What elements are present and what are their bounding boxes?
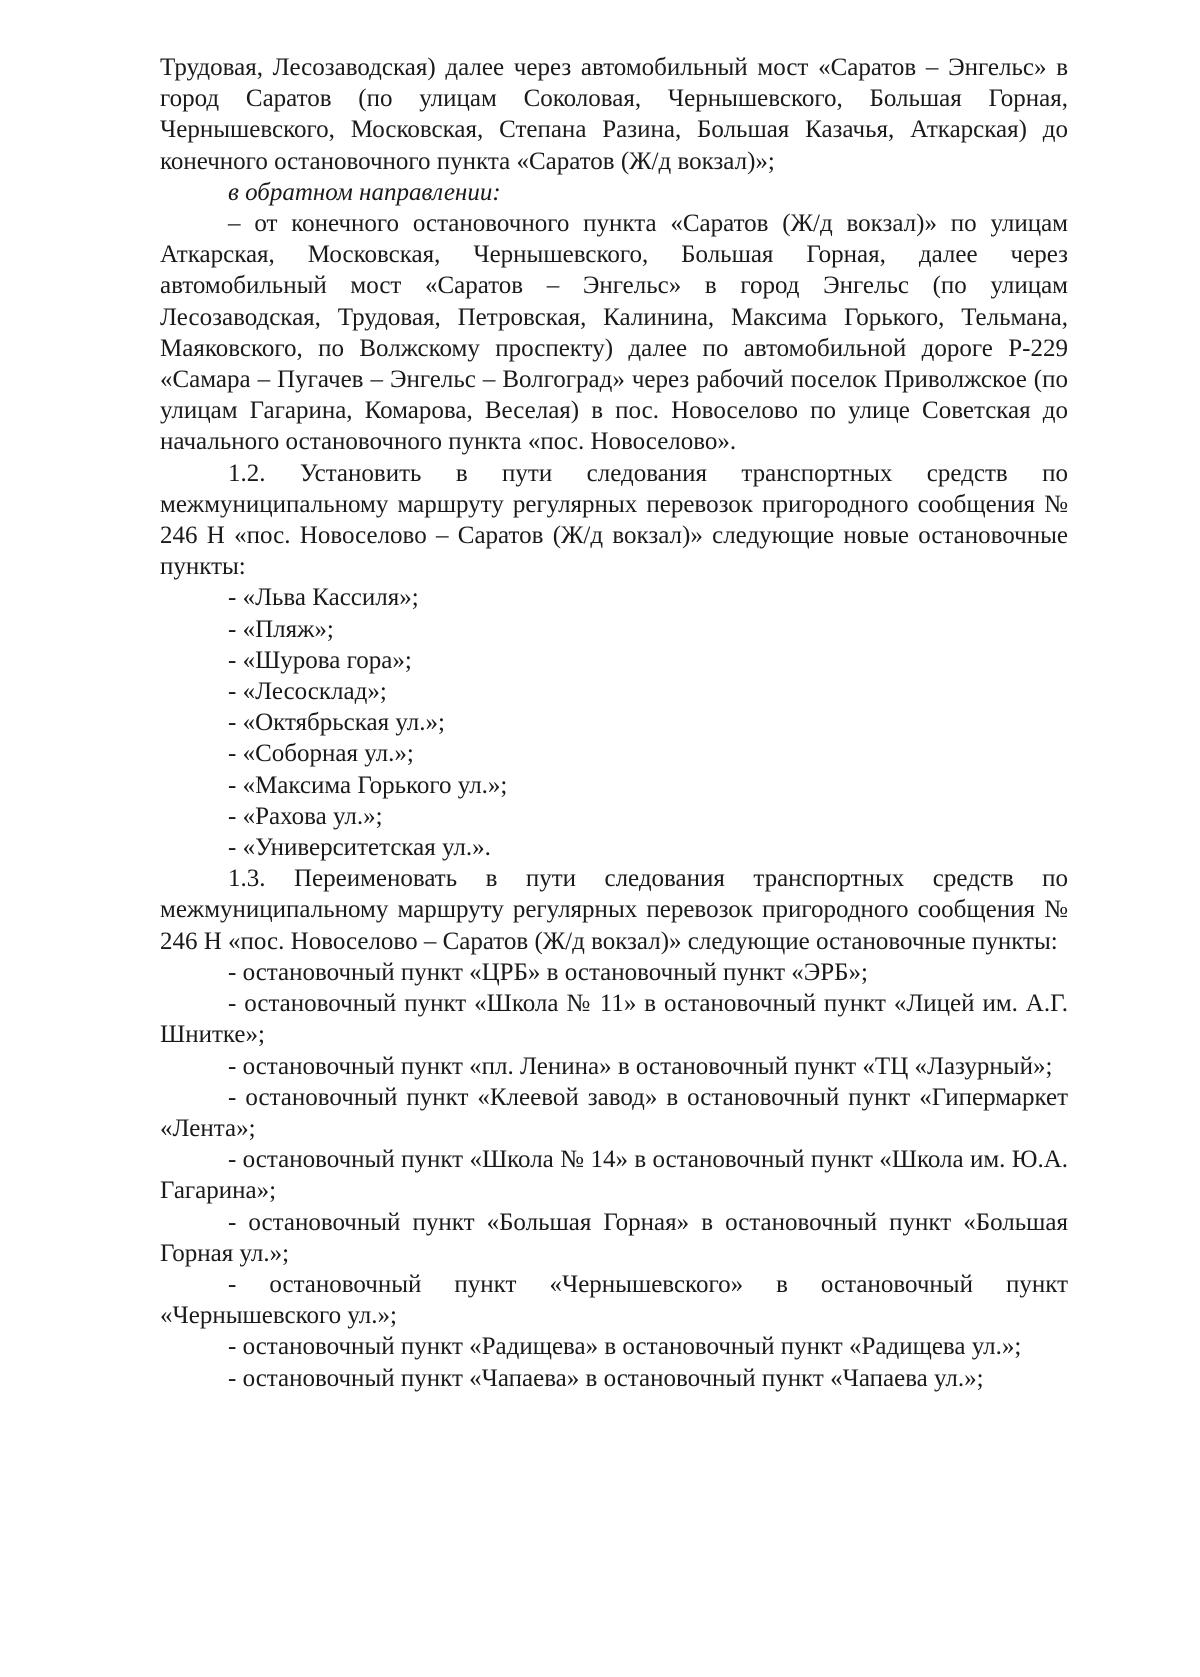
list-item: - остановочный пункт «пл. Ленина» в остановочный пункт «ТЦ «Лазурный»; <box>228 1052 1053 1080</box>
reverse-route-paragraph: – от конечного остановочного пункта «Саратов (Ж/д вокзал)» по улицам Аткарская, Московская, Чернышевского, Большая Горная, далее через автомобильный мост «Саратов – Энгельс» в город Энгельс (по улицам Лесозаводская, Трудовая, Петровская, Калинина, Максима Горького, Тельмана, Маяковского, по Волжскому проспекту) далее по автомобильной дороге Р-229 «Самара – Пугачев – Энгельс – Волгоград» через рабочий поселок Приволжское (по улицам Гагарина, Комарова, Веселая) в пос. Новоселово по улице Советская до начального остановочного пункта «пос. Новоселово». <box>160 210 1068 456</box>
section-1-3-paragraph: 1.3. Переименовать в пути следования транспортных средств по межмуниципальному маршруту регулярных перевозок пригородного сообщения № 246 Н «пос. Новоселово – Саратов (Ж/д вокзал)» следующие остановочные пункты: <box>160 865 1068 955</box>
list-item: - остановочный пункт «Клеевой завод» в остановочный пункт «Гипермаркет «Лента»; <box>160 1083 1068 1142</box>
section-1-2-paragraph: 1.2. Установить в пути следования транспортных средств по межмуниципальному маршруту регулярных перевозок пригородного сообщения № 246 Н «пос. Новоселово – Саратов (Ж/д вокзал)» следующие новые остановочные пункты: <box>160 459 1068 581</box>
reverse-direction-heading: в обратном направлении: <box>228 178 501 206</box>
list-item: - «Соборная ул.»; <box>228 740 414 768</box>
list-item: - остановочный пункт «ЦРБ» в остановочный пункт «ЭРБ»; <box>228 958 868 986</box>
list-item: - остановочный пункт «Большая Горная» в остановочный пункт «Большая Горная ул.»; <box>160 1208 1068 1267</box>
list-item: - «Рахова ул.»; <box>228 802 383 830</box>
renamed-stops-list <box>160 957 1068 1394</box>
list-item: - «Пляж»; <box>228 615 334 643</box>
list-item: - остановочный пункт «Радищева» в остановочный пункт «Радищева ул.»; <box>228 1333 1022 1361</box>
route-continuation-paragraph: Трудовая, Лесозаводская) далее через автомобильный мост «Саратов – Энгельс» в город Саратов (по улицам Соколовая, Чернышевского, Большая Горная, Чернышевского, Московская, Степана Разина, Большая Казачья, Аткарская) до конечного остановочного пункта «Саратов (Ж/д вокзал)»; <box>160 54 1068 175</box>
list-item: - остановочный пункт «Чапаева» в остановочный пункт «Чапаева ул.»; <box>228 1364 984 1392</box>
list-item: - «Шурова гора»; <box>228 646 412 674</box>
document-body <box>160 52 1068 1394</box>
list-item: - «Университетская ул.». <box>228 834 491 862</box>
list-item: - «Льва Кассиля»; <box>228 584 419 612</box>
list-item: - остановочный пункт «Чернышевского» в остановочный пункт «Чернышевского ул.»; <box>160 1270 1068 1330</box>
list-item: - «Лесосклад»; <box>228 678 387 706</box>
new-stops-list <box>160 582 1068 863</box>
list-item: - остановочный пункт «Школа № 14» в остановочный пункт «Школа им. Ю.А. Гагарина»; <box>160 1146 1068 1205</box>
list-item: - «Максима Горького ул.»; <box>228 771 508 799</box>
list-item: - остановочный пункт «Школа № 11» в остановочный пункт «Лицей им. А.Г. Шнитке»; <box>160 990 1068 1049</box>
list-item: - «Октябрьская ул.»; <box>228 709 445 737</box>
